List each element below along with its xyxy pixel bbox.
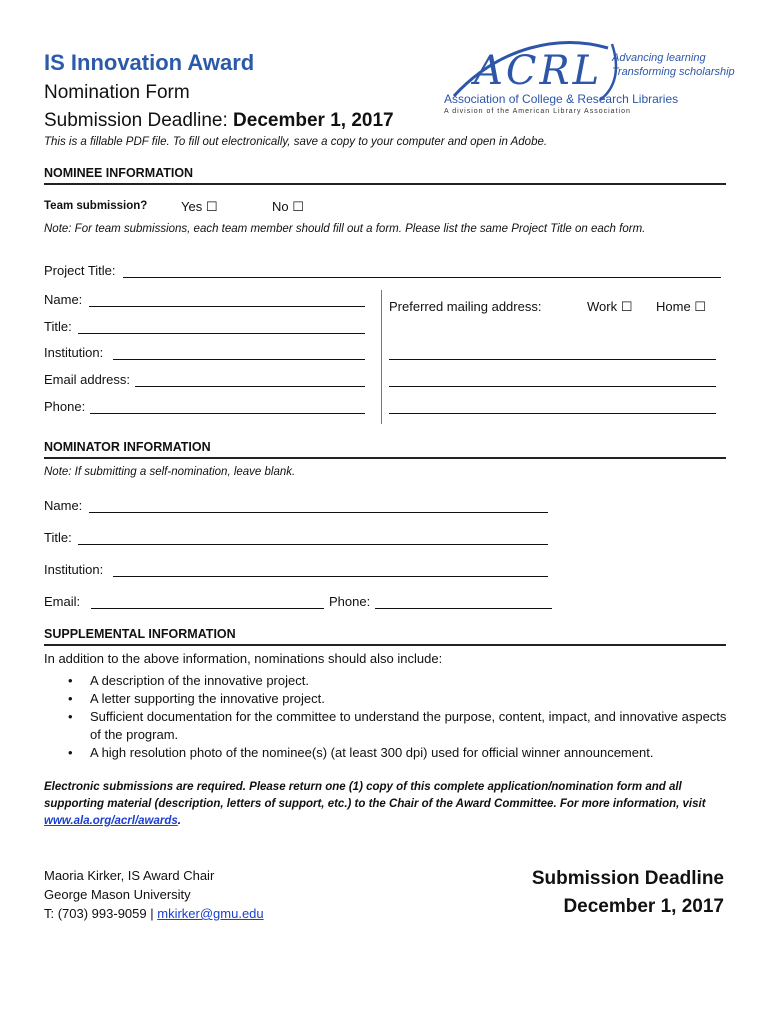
- logo-org-name: Association of College & Research Libraries: [444, 92, 679, 106]
- column-divider: [381, 290, 382, 424]
- supplemental-list: [44, 672, 734, 762]
- footer-deadline-label: Submission Deadline: [531, 868, 724, 889]
- nominator-name-label: Name:: [44, 498, 83, 513]
- chair-email-link[interactable]: mkirker@gmu.edu: [157, 906, 264, 921]
- project-title-field[interactable]: [123, 277, 721, 278]
- nominator-section-heading: NOMINATOR INFORMATION: [44, 440, 726, 459]
- nominee-title-label: Title:: [44, 319, 72, 334]
- team-submission-label: Team submission?: [44, 200, 148, 212]
- acrl-awards-link[interactable]: www.ala.org/acrl/awards: [44, 815, 178, 827]
- chair-university: George Mason University: [44, 887, 191, 902]
- project-title-label: Project Title:: [44, 263, 116, 278]
- electronic-submission-text: Electronic submissions are required. Please return one (1) copy of this complete application/nomination form and all supporting material (description, letters of support, etc.) to the Chair of the Award Committee. For more information, visit: [44, 781, 706, 810]
- chair-contact: [44, 866, 264, 923]
- mailing-address-line-3[interactable]: [389, 413, 716, 414]
- award-title: IS Innovation Award: [44, 50, 255, 75]
- electronic-submission-end: .: [177, 815, 181, 827]
- nominee-email-field[interactable]: [135, 386, 365, 387]
- chair-phone-email: [44, 904, 264, 923]
- nominator-phone-field[interactable]: [375, 608, 552, 609]
- acrl-wordmark: ACRL: [474, 48, 603, 94]
- nominee-section-heading: NOMINEE INFORMATION: [44, 166, 726, 185]
- logo-division: A division of the American Library Association: [444, 108, 631, 115]
- team-no-checkbox[interactable]: No ☐: [272, 199, 304, 214]
- nominee-phone-field[interactable]: [90, 413, 365, 414]
- nominee-name-field[interactable]: [89, 306, 365, 307]
- supplemental-section-heading: SUPPLEMENTAL INFORMATION: [44, 627, 726, 646]
- nominator-institution-field[interactable]: [113, 576, 548, 577]
- electronic-submission-notice: [44, 779, 724, 830]
- deadline-date: December 1, 2017: [233, 110, 394, 131]
- logo-tagline-1: Advancing learning: [612, 52, 706, 64]
- acrl-logo: [440, 38, 740, 122]
- fillable-instructions: This is a fillable PDF file. To fill out electronically, save a copy to your computer and open in Adobe.: [44, 136, 548, 148]
- team-submission-note: Note: For team submissions, each team member should fill out a form. Please list the same Project Title on each form.: [44, 223, 646, 235]
- nominee-institution-field[interactable]: [113, 359, 365, 360]
- mailing-home-checkbox[interactable]: Home ☐: [656, 299, 706, 314]
- nominator-phone-label: Phone:: [329, 594, 371, 609]
- nominator-title-label: Title:: [44, 530, 72, 545]
- mailing-work-checkbox[interactable]: Work ☐: [587, 299, 633, 314]
- nominator-name-field[interactable]: [89, 512, 548, 513]
- nominator-institution-label: Institution:: [44, 562, 104, 577]
- footer-deadline: [480, 865, 724, 921]
- nominator-note: Note: If submitting a self-nomination, leave blank.: [44, 466, 296, 478]
- list-item: • A high resolution photo of the nominee(s) (at least 300 dpi) used for official winner announcement.: [44, 744, 734, 762]
- nominee-title-field[interactable]: [78, 333, 365, 334]
- footer-deadline-date: December 1, 2017: [563, 896, 724, 917]
- nominee-name-label: Name:: [44, 292, 83, 307]
- chair-name: Maoria Kirker, IS Award Chair: [44, 868, 215, 883]
- form-name: Nomination Form: [44, 82, 190, 103]
- list-item: • A letter supporting the innovative project.: [44, 690, 734, 708]
- mailing-address-label: Preferred mailing address:: [389, 299, 542, 314]
- mailing-address-line-1[interactable]: [389, 359, 716, 360]
- team-yes-checkbox[interactable]: Yes ☐: [181, 199, 218, 214]
- logo-tagline-2: Transforming scholarship: [612, 66, 735, 78]
- list-item: • A description of the innovative project.: [44, 672, 734, 690]
- chair-phone: T: (703) 993-9059 |: [44, 906, 158, 921]
- nominator-email-label: Email:: [44, 594, 81, 609]
- deadline-prefix: Submission Deadline:: [44, 110, 228, 131]
- nominee-institution-label: Institution:: [44, 345, 104, 360]
- supplemental-intro: In addition to the above information, nominations should also include:: [44, 651, 443, 666]
- nominator-title-field[interactable]: [78, 544, 548, 545]
- mailing-address-line-2[interactable]: [389, 386, 716, 387]
- list-item: • Sufficient documentation for the committee to understand the purpose, content, impact, and innovative aspects of the program.: [44, 708, 734, 744]
- nominee-phone-label: Phone:: [44, 399, 86, 414]
- nominee-email-label: Email address:: [44, 372, 130, 387]
- submission-deadline-header: [44, 110, 394, 132]
- nominator-email-field[interactable]: [91, 608, 324, 609]
